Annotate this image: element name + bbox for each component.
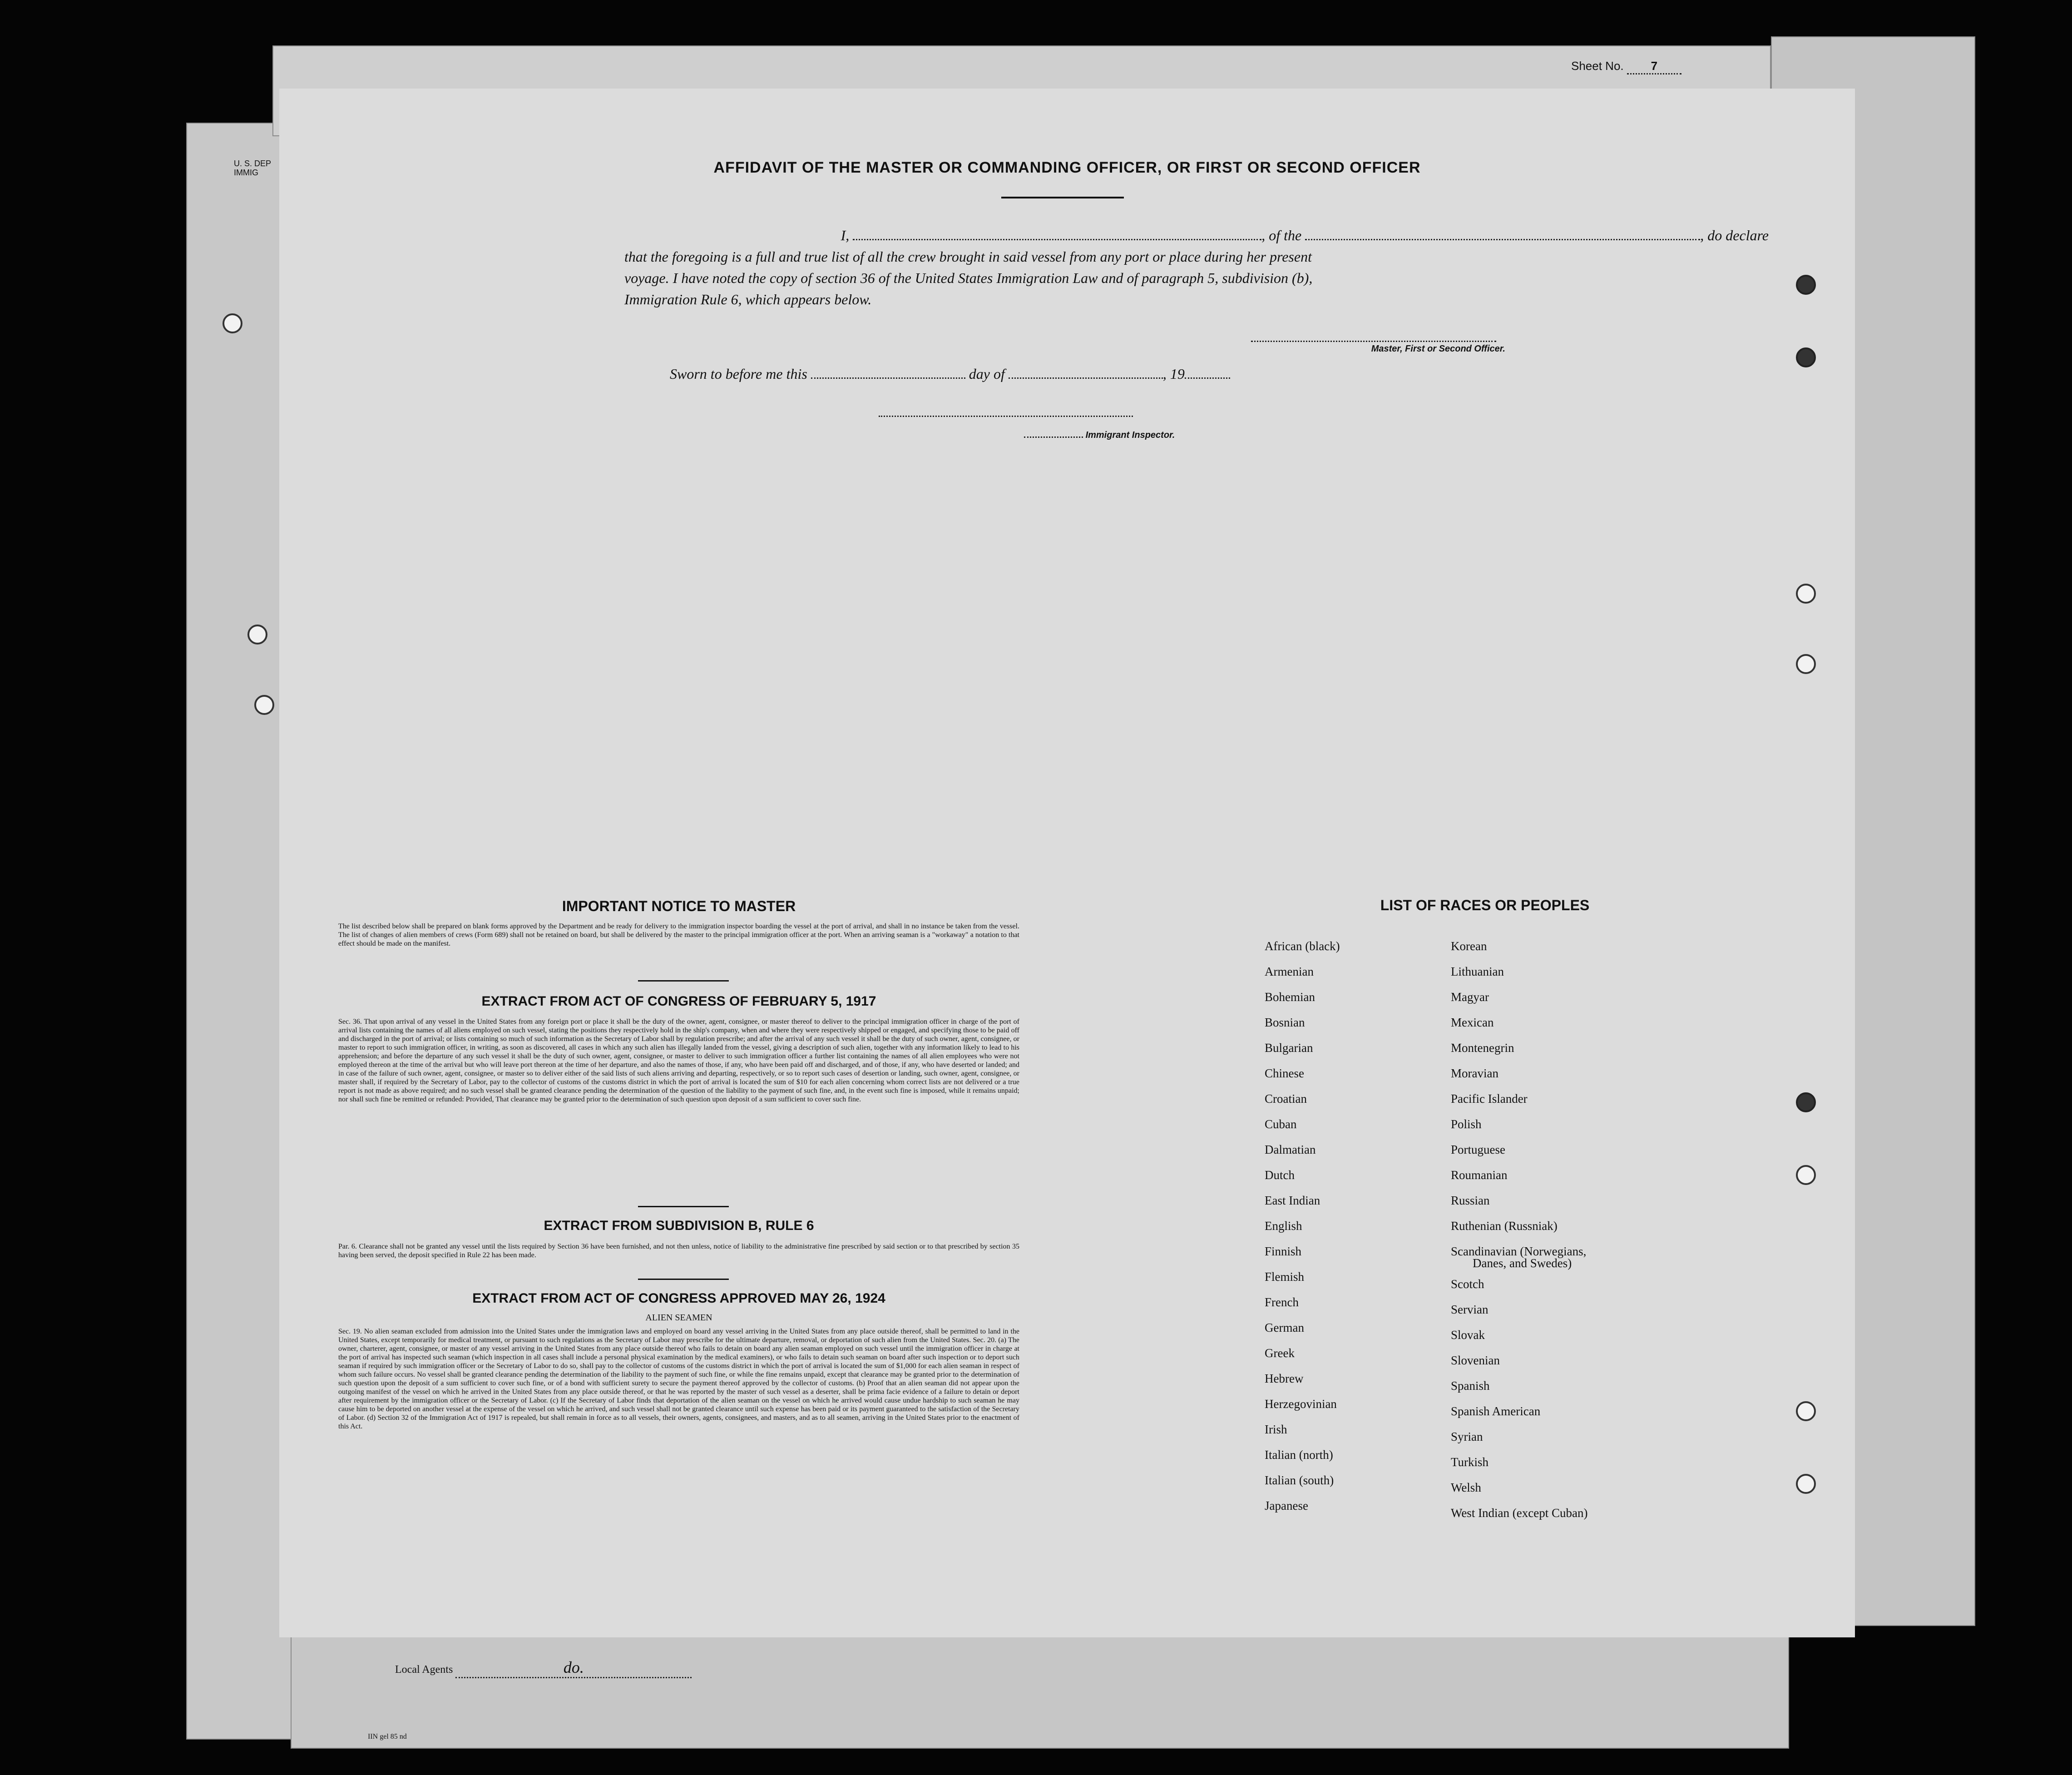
inspector-signature-label — [1024, 430, 1175, 441]
declaration-i: I, — [841, 227, 850, 243]
binder-hole — [1796, 1474, 1816, 1494]
binder-hole — [1796, 1401, 1816, 1421]
master-signature-label: Master, First or Second Officer. — [1371, 344, 1505, 354]
race-item: Scandinavian (Norwegians, — [1451, 1244, 1587, 1258]
extract-1924-body: Sec. 19. No alien seaman excluded from admission into the United States under the immigration laws and employed on board any vessel arriving in the United States from any place outside thereof, shall be permitted to land in the United States, except temporarily for medical treatment, or pursuant to such regulations as the Secretary of Labor may prescribe for the ultimate departure, removal, or deportation of such alien from the United States. Sec. 20. (a) The owner, charterer, agent, consignee, or master of any vessel arriving in the United States from any place outside thereof who fails to detain on board any alien seaman employed on such vessel until the immigration officer in charge at the port of arrival has inspected such seaman (which inspection in all cases shall include a personal physical examination by the medical examiners), or who fails to detain such seaman on board after such inspection or to deport such seaman if required by such immigration officer or the Secretary of Labor to do so, shall pay to the collector of customs of the customs district in which the port of arrival is located the sum of $1,000 for each alien seaman in respect of whom such failure occurs. No vessel shall be granted clearance pending the determination of the liability to the payment of such fine, or while the fine remains unpaid, except that clearance may be granted prior to the determination of such question upon the deposit of a sum sufficient to cover such fine, or of a bond with sufficient surety to secure the payment thereof approved by the collector of customs. (b) Proof that an alien seaman did not appear upon the outgoing manifest of the vessel on which he arrived in the United States from any place outside thereof, or that he was reported by the master of such vessel as a deserter, shall be prima facie evidence of a failure to detain or deport after requirement by the immigration officer or the Secretary of Labor. (c) If the Secretary of Labor finds that deportation of the alien seaman on the vessel on which he arrived would cause undue hardship to such seaman he may cause him to be deported on another vessel at the expense of the vessel on which he arrived, and such vessel shall not be granted clearance until such expense has been paid or its payment guaranteed to the satisfaction of the Secretary of Labor. (d) Section 32 of the Immigration Act of 1917 is repealed, but shall remain in force as to all vessels, their owners, agents, consignees, and masters, and as to all seamen, arriving in the United States prior to the enactment of this Act. — [338, 1328, 1019, 1430]
race-item: Hebrew — [1265, 1372, 1304, 1385]
race-item: Chinese — [1265, 1066, 1304, 1080]
sheet-number — [1571, 59, 1681, 74]
extract-1917-title: EXTRACT FROM ACT OF CONGRESS OF FEBRUARY 5, 1917 — [481, 994, 876, 1009]
affidavit-sheet — [279, 89, 1855, 1637]
race-item: Croatian — [1265, 1092, 1307, 1106]
race-item: German — [1265, 1321, 1304, 1334]
race-item: Herzegovinian — [1265, 1397, 1337, 1411]
race-item: Moravian — [1451, 1066, 1498, 1080]
binder-hole — [1796, 654, 1816, 674]
races-title: LIST OF RACES OR PEOPLES — [1380, 897, 1590, 913]
master-signature-line[interactable] — [1251, 341, 1496, 342]
binder-hole — [1796, 347, 1816, 367]
inspector-dots — [1024, 436, 1083, 438]
notice-body: The list described below shall be prepared on blank forms approved by the Department and be ready for delivery to the immigration inspector boarding the vessel at the port of arrival, and shall in no instance be taken from the vessel. The list of changes of alien members of crews (Form 689) shall not be retained on board, but shall be delivered by the master to the principal immigration officer at the port. When an arriving seaman is a "workaway" a notation to that effect should be made on the manifest. — [338, 922, 1019, 947]
left-stamp-line-1: U. S. DEP — [234, 159, 272, 168]
race-item: Italian (north) — [1265, 1448, 1333, 1462]
races-right-column — [1451, 933, 1732, 1524]
race-item-continuation: Danes, and Swedes) — [1473, 1256, 1572, 1270]
race-item: Scotch — [1451, 1277, 1484, 1291]
binder-hole — [254, 695, 274, 715]
binder-hole — [223, 313, 242, 333]
race-item: Dalmatian — [1265, 1143, 1316, 1156]
race-item: Servian — [1451, 1303, 1488, 1316]
sworn-prefix: Sworn to before me this — [670, 366, 807, 382]
race-item: Finnish — [1265, 1244, 1302, 1258]
race-item: Greek — [1265, 1346, 1295, 1360]
binder-hole — [1796, 1165, 1816, 1185]
race-item: Spanish — [1451, 1379, 1490, 1393]
race-item: Slovenian — [1451, 1354, 1500, 1367]
title-divider — [1001, 197, 1124, 198]
races-left-column — [1265, 933, 1437, 1524]
local-agents-label: Local Agents — [395, 1664, 453, 1676]
extract-1924-title: EXTRACT FROM ACT OF CONGRESS APPROVED MAY 26, 1924 — [472, 1291, 885, 1306]
race-item: Montenegrin — [1451, 1041, 1514, 1055]
sworn-day-field[interactable] — [811, 377, 965, 379]
race-item: Turkish — [1451, 1455, 1489, 1469]
race-item: Pacific Islander — [1451, 1092, 1528, 1106]
inspector-signature-line[interactable] — [879, 416, 1133, 417]
race-item: Armenian — [1265, 965, 1314, 978]
race-item: Mexican — [1451, 1016, 1494, 1029]
declaration-of-the: , of the — [1261, 227, 1302, 243]
race-item: West Indian (except Cuban) — [1451, 1506, 1588, 1520]
extract-1917-body: Sec. 36. That upon arrival of any vessel in the United States from any foreign port or place it shall be the duty of the owner, agent, consignee, or master thereof to deliver to the principal immigration officer in charge of the port of arrival lists containing the names of all aliens employed on such vessel, stating the positions they respectively hold in the ship's company, when and where they were respectively shipped or engaged, and specifying those to be paid off and discharged in the port of arrival; or lists containing so much of such information as the Secretary of Labor shall by regulation prescribe; and after the arrival of any such vessel it shall be the duty of such owner, agent, consignee, or master to report to such immigration officer, in writing, as soon as discovered, all cases in which any such alien has illegally landed from the vessel, giving a description of such alien, together with any information likely to lead to his apprehension; and before the departure of any such vessel it shall be the duty of such owner, agent, consignee, or master to deliver to such immigration officer a further list containing the names of all alien employees who were not employed thereon at the time of the arrival but who will leave port thereon at the time of her departure, and also the names of those, if any, who have been paid off and discharged, and of those, if any, who have deserted or landed; and in case of the failure of such owner, agent, consignee, or master so to deliver either of the said lists of such aliens arriving and departing, respectively, or so to report such cases of desertion or landing, such owner, agent, consignee, or master shall, if required by the Secretary of Labor, pay to the collector of customs of the customs district in which the port of arrival is located the sum of $10 for each alien concerning whom correct lists are not delivered or a true report is not made as above required; and no such vessel shall be granted clearance pending the determination of the question of the liability to the payment of such fine, and, in the event such fine is imposed, while it remains unpaid; nor shall such fine be remitted or refunded: Provided, That clearance may be granted prior to the determination of such question upon deposit of a sum sufficient to cover such fine. — [338, 1018, 1019, 1103]
race-item: African (black) — [1265, 939, 1340, 953]
extract-1924-subtitle: ALIEN SEAMEN — [645, 1313, 712, 1323]
race-item: Roumanian — [1451, 1168, 1508, 1182]
race-item: Slovak — [1451, 1328, 1485, 1342]
race-item: French — [1265, 1295, 1299, 1309]
local-agents-value[interactable]: do. — [455, 1658, 692, 1678]
race-item: Italian (south) — [1265, 1473, 1334, 1487]
declaration-line-4: Immigration Rule 6, which appears below. — [624, 291, 872, 307]
race-item: Syrian — [1451, 1430, 1483, 1443]
race-item: English — [1265, 1219, 1302, 1233]
affidavit-declaration — [624, 225, 1769, 310]
sworn-line — [670, 366, 1230, 382]
race-item: Ruthenian (Russniak) — [1451, 1219, 1558, 1233]
name-field[interactable] — [853, 239, 1261, 240]
race-item: Magyar — [1451, 990, 1489, 1004]
vessel-field[interactable] — [1305, 239, 1700, 240]
binder-hole — [1796, 275, 1816, 295]
race-item: Bosnian — [1265, 1016, 1305, 1029]
race-item: Bulgarian — [1265, 1041, 1313, 1055]
sworn-month-field[interactable] — [1009, 377, 1163, 379]
sheet-number-label: Sheet No. — [1571, 59, 1624, 73]
local-agents-line — [395, 1658, 692, 1678]
binder-hole — [247, 625, 267, 645]
declaration-line-2: that the foregoing is a full and true list of all the crew brought in said vessel from any port or place during her present — [624, 248, 1312, 265]
sworn-year-field[interactable] — [1185, 377, 1230, 379]
sworn-day-of: day of — [969, 366, 1005, 382]
notice-divider — [638, 980, 729, 982]
race-item: Polish — [1451, 1117, 1482, 1131]
race-item: Portuguese — [1451, 1143, 1505, 1156]
extract-rule6-title: EXTRACT FROM SUBDIVISION B, RULE 6 — [544, 1218, 814, 1233]
race-item: Lithuanian — [1451, 965, 1504, 978]
extract-1917-divider — [638, 1206, 729, 1207]
extract-rule6-body: Par. 6. Clearance shall not be granted any vessel until the lists required by Section 36 have been furnished, and not then unless, notice of liability to the administrative fine prescribed by said section or to that prescribed by section 35 having been served, the deposit specified in Rule 22 has been made. — [338, 1243, 1019, 1259]
race-item: Welsh — [1451, 1481, 1481, 1494]
binder-hole — [1796, 584, 1816, 604]
notice-title: IMPORTANT NOTICE TO MASTER — [562, 898, 796, 914]
declaration-line-3: voyage. I have noted the copy of section 36 of the United States Immigration Law and of paragraph 5, subdivision (b), — [624, 270, 1313, 286]
binder-hole — [1796, 1092, 1816, 1112]
race-item: Bohemian — [1265, 990, 1315, 1004]
left-stamp — [234, 159, 271, 177]
sheet-number-value: 7 — [1627, 59, 1681, 74]
sworn-year-prefix: , 19 — [1162, 366, 1185, 382]
race-item: Flemish — [1265, 1270, 1305, 1284]
extract-rule6-divider — [638, 1279, 729, 1280]
affidavit-title: AFFIDAVIT OF THE MASTER OR COMMANDING OFFICER, OR FIRST OR SECOND OFFICER — [713, 159, 1421, 176]
left-stamp-line-2: IMMIG — [234, 168, 258, 177]
race-item: Russian — [1451, 1194, 1490, 1207]
declaration-line-1 — [624, 225, 1769, 246]
form-code: IIN gel 85 nd — [368, 1733, 407, 1740]
race-item: Irish — [1265, 1423, 1287, 1436]
declaration-do-declare: , do declare — [1700, 227, 1769, 243]
race-item: Japanese — [1265, 1499, 1308, 1512]
race-item: Cuban — [1265, 1117, 1297, 1131]
race-item: East Indian — [1265, 1194, 1320, 1207]
race-item: Dutch — [1265, 1168, 1295, 1182]
race-item: Spanish American — [1451, 1404, 1541, 1418]
race-item: Korean — [1451, 939, 1487, 953]
inspector-label: Immigrant Inspector. — [1085, 430, 1175, 440]
